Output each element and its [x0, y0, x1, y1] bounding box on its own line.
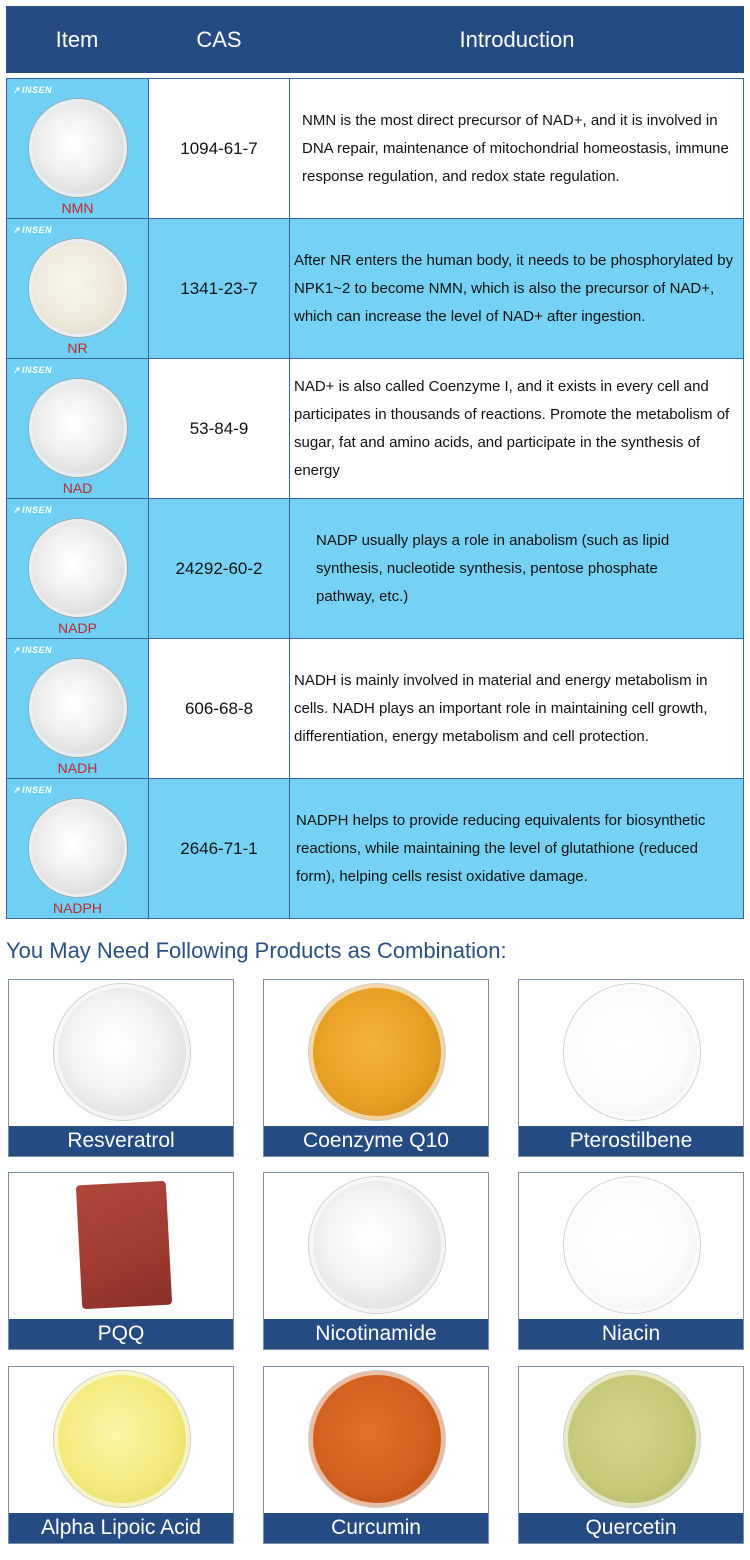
product-image	[519, 1367, 743, 1513]
product-card-nicotinamide[interactable]	[263, 1172, 489, 1350]
column-header-introduction: Introduction	[459, 27, 575, 52]
product-table	[6, 78, 744, 919]
powder-dish-image	[29, 799, 127, 897]
introduction-text: NADPH helps to provide reducing equivalents for biosynthetic reactions, while maintaining the level of glutathione (reduced form), helping cells resist oxidative damage.	[296, 811, 706, 885]
column-header-cas: CAS	[196, 27, 242, 52]
introduction-cell	[290, 499, 743, 638]
powder-dish-image	[309, 1177, 445, 1313]
cas-number: 606-68-8	[149, 639, 290, 778]
product-card-pterostilbene[interactable]	[518, 979, 744, 1157]
product-card-curcumin[interactable]	[263, 1366, 489, 1544]
introduction-text: After NR enters the human body, it needs to be phosphorylated by NPK1~2 to become NMN, which is also the precursor of NAD+, which can increase the level of NAD+ after ingestion.	[294, 251, 734, 325]
brand-logo: ↗ INSEN	[13, 785, 52, 796]
product-card-coenzyme-q10[interactable]	[263, 979, 489, 1157]
table-row	[6, 498, 744, 639]
product-image	[519, 1173, 743, 1319]
introduction-text: NADP usually plays a role in anabolism (such as lipid synthesis, nucleotide synthesis, pentose phosphate pathway, etc.)	[316, 531, 670, 605]
cas-number: 24292-60-2	[149, 499, 290, 638]
powder-dish-image	[564, 1177, 700, 1313]
product-image	[519, 980, 743, 1126]
product-label: Nicotinamide	[264, 1319, 488, 1349]
table-row	[6, 638, 744, 779]
brand-logo: ↗ INSEN	[13, 645, 52, 656]
powder-dish-image	[29, 659, 127, 757]
product-image-cell	[7, 79, 149, 218]
brand-logo: ↗ INSEN	[13, 365, 52, 376]
introduction-cell	[290, 219, 743, 358]
introduction-cell	[290, 639, 743, 778]
powder-dish-image	[29, 99, 127, 197]
powder-dish-image	[54, 984, 190, 1120]
product-name: NADP	[58, 620, 97, 636]
cas-number: 2646-71-1	[149, 779, 290, 918]
table-header	[6, 6, 744, 73]
introduction-text: NADH is mainly involved in material and energy metabolism in cells. NADH plays an important role in maintaining cell growth, differentiation, energy metabolism and cell protection.	[294, 671, 708, 745]
table-row	[6, 358, 744, 499]
product-card-alpha-lipoic-acid[interactable]	[8, 1366, 234, 1544]
powder-dish-image	[309, 1371, 445, 1507]
product-name: NMN	[61, 200, 94, 216]
powder-dish-image	[564, 1371, 700, 1507]
introduction-text: NMN is the most direct precursor of NAD+, and it is involved in DNA repair, maintenance of mitochondrial homeostasis, immune response regulation, and redox state regulation.	[302, 111, 729, 185]
product-image-cell	[7, 639, 149, 778]
product-label: PQQ	[9, 1319, 233, 1349]
column-header-item: Item	[55, 27, 99, 52]
powder-dish-image	[54, 1371, 190, 1507]
product-image-cell	[7, 499, 149, 638]
product-card-niacin[interactable]	[518, 1172, 744, 1350]
brand-logo: ↗ INSEN	[13, 225, 52, 236]
product-label: Niacin	[519, 1319, 743, 1349]
product-image-cell	[7, 219, 149, 358]
cas-number: 53-84-9	[149, 359, 290, 498]
product-label: Coenzyme Q10	[264, 1126, 488, 1156]
cas-number: 1341-23-7	[149, 219, 290, 358]
product-image	[264, 1173, 488, 1319]
introduction-text: NAD+ is also called Coenzyme I, and it exists in every cell and participates in thousands of reactions. Promote the metabolism of sugar, fat and amino acids, and participate in the synthesis of energy	[294, 377, 730, 479]
product-card-quercetin[interactable]	[518, 1366, 744, 1544]
powder-dish-image	[29, 379, 127, 477]
introduction-cell	[290, 359, 743, 498]
product-image	[264, 1367, 488, 1513]
table-row	[6, 78, 744, 219]
product-name: NADH	[57, 760, 98, 776]
table-row	[6, 218, 744, 359]
product-name: NR	[67, 340, 88, 356]
brand-logo: ↗ INSEN	[13, 85, 52, 96]
powder-dish-image	[29, 239, 127, 337]
product-card-pqq[interactable]	[8, 1172, 234, 1350]
product-label: Curcumin	[264, 1513, 488, 1543]
product-image-cell	[7, 779, 149, 918]
product-image-cell	[7, 359, 149, 498]
introduction-cell	[290, 79, 743, 218]
product-name: NADPH	[52, 900, 102, 916]
powder-dish-image	[564, 984, 700, 1120]
product-label: Pterostilbene	[519, 1126, 743, 1156]
powder-bag-image	[76, 1181, 172, 1310]
product-label: Alpha Lipoic Acid	[9, 1513, 233, 1543]
table-row	[6, 778, 744, 919]
brand-logo: ↗ INSEN	[13, 505, 52, 516]
cas-number: 1094-61-7	[149, 79, 290, 218]
product-image	[9, 1173, 233, 1319]
product-image	[264, 980, 488, 1126]
section-title: You May Need Following Products as Combination:	[6, 938, 507, 963]
product-label: Resveratrol	[9, 1126, 233, 1156]
product-image	[9, 980, 233, 1126]
product-image	[9, 1367, 233, 1513]
powder-dish-image	[309, 984, 445, 1120]
powder-dish-image	[29, 519, 127, 617]
product-card-resveratrol[interactable]	[8, 979, 234, 1157]
product-name: NAD	[62, 480, 93, 496]
product-label: Quercetin	[519, 1513, 743, 1543]
introduction-cell	[290, 779, 743, 918]
